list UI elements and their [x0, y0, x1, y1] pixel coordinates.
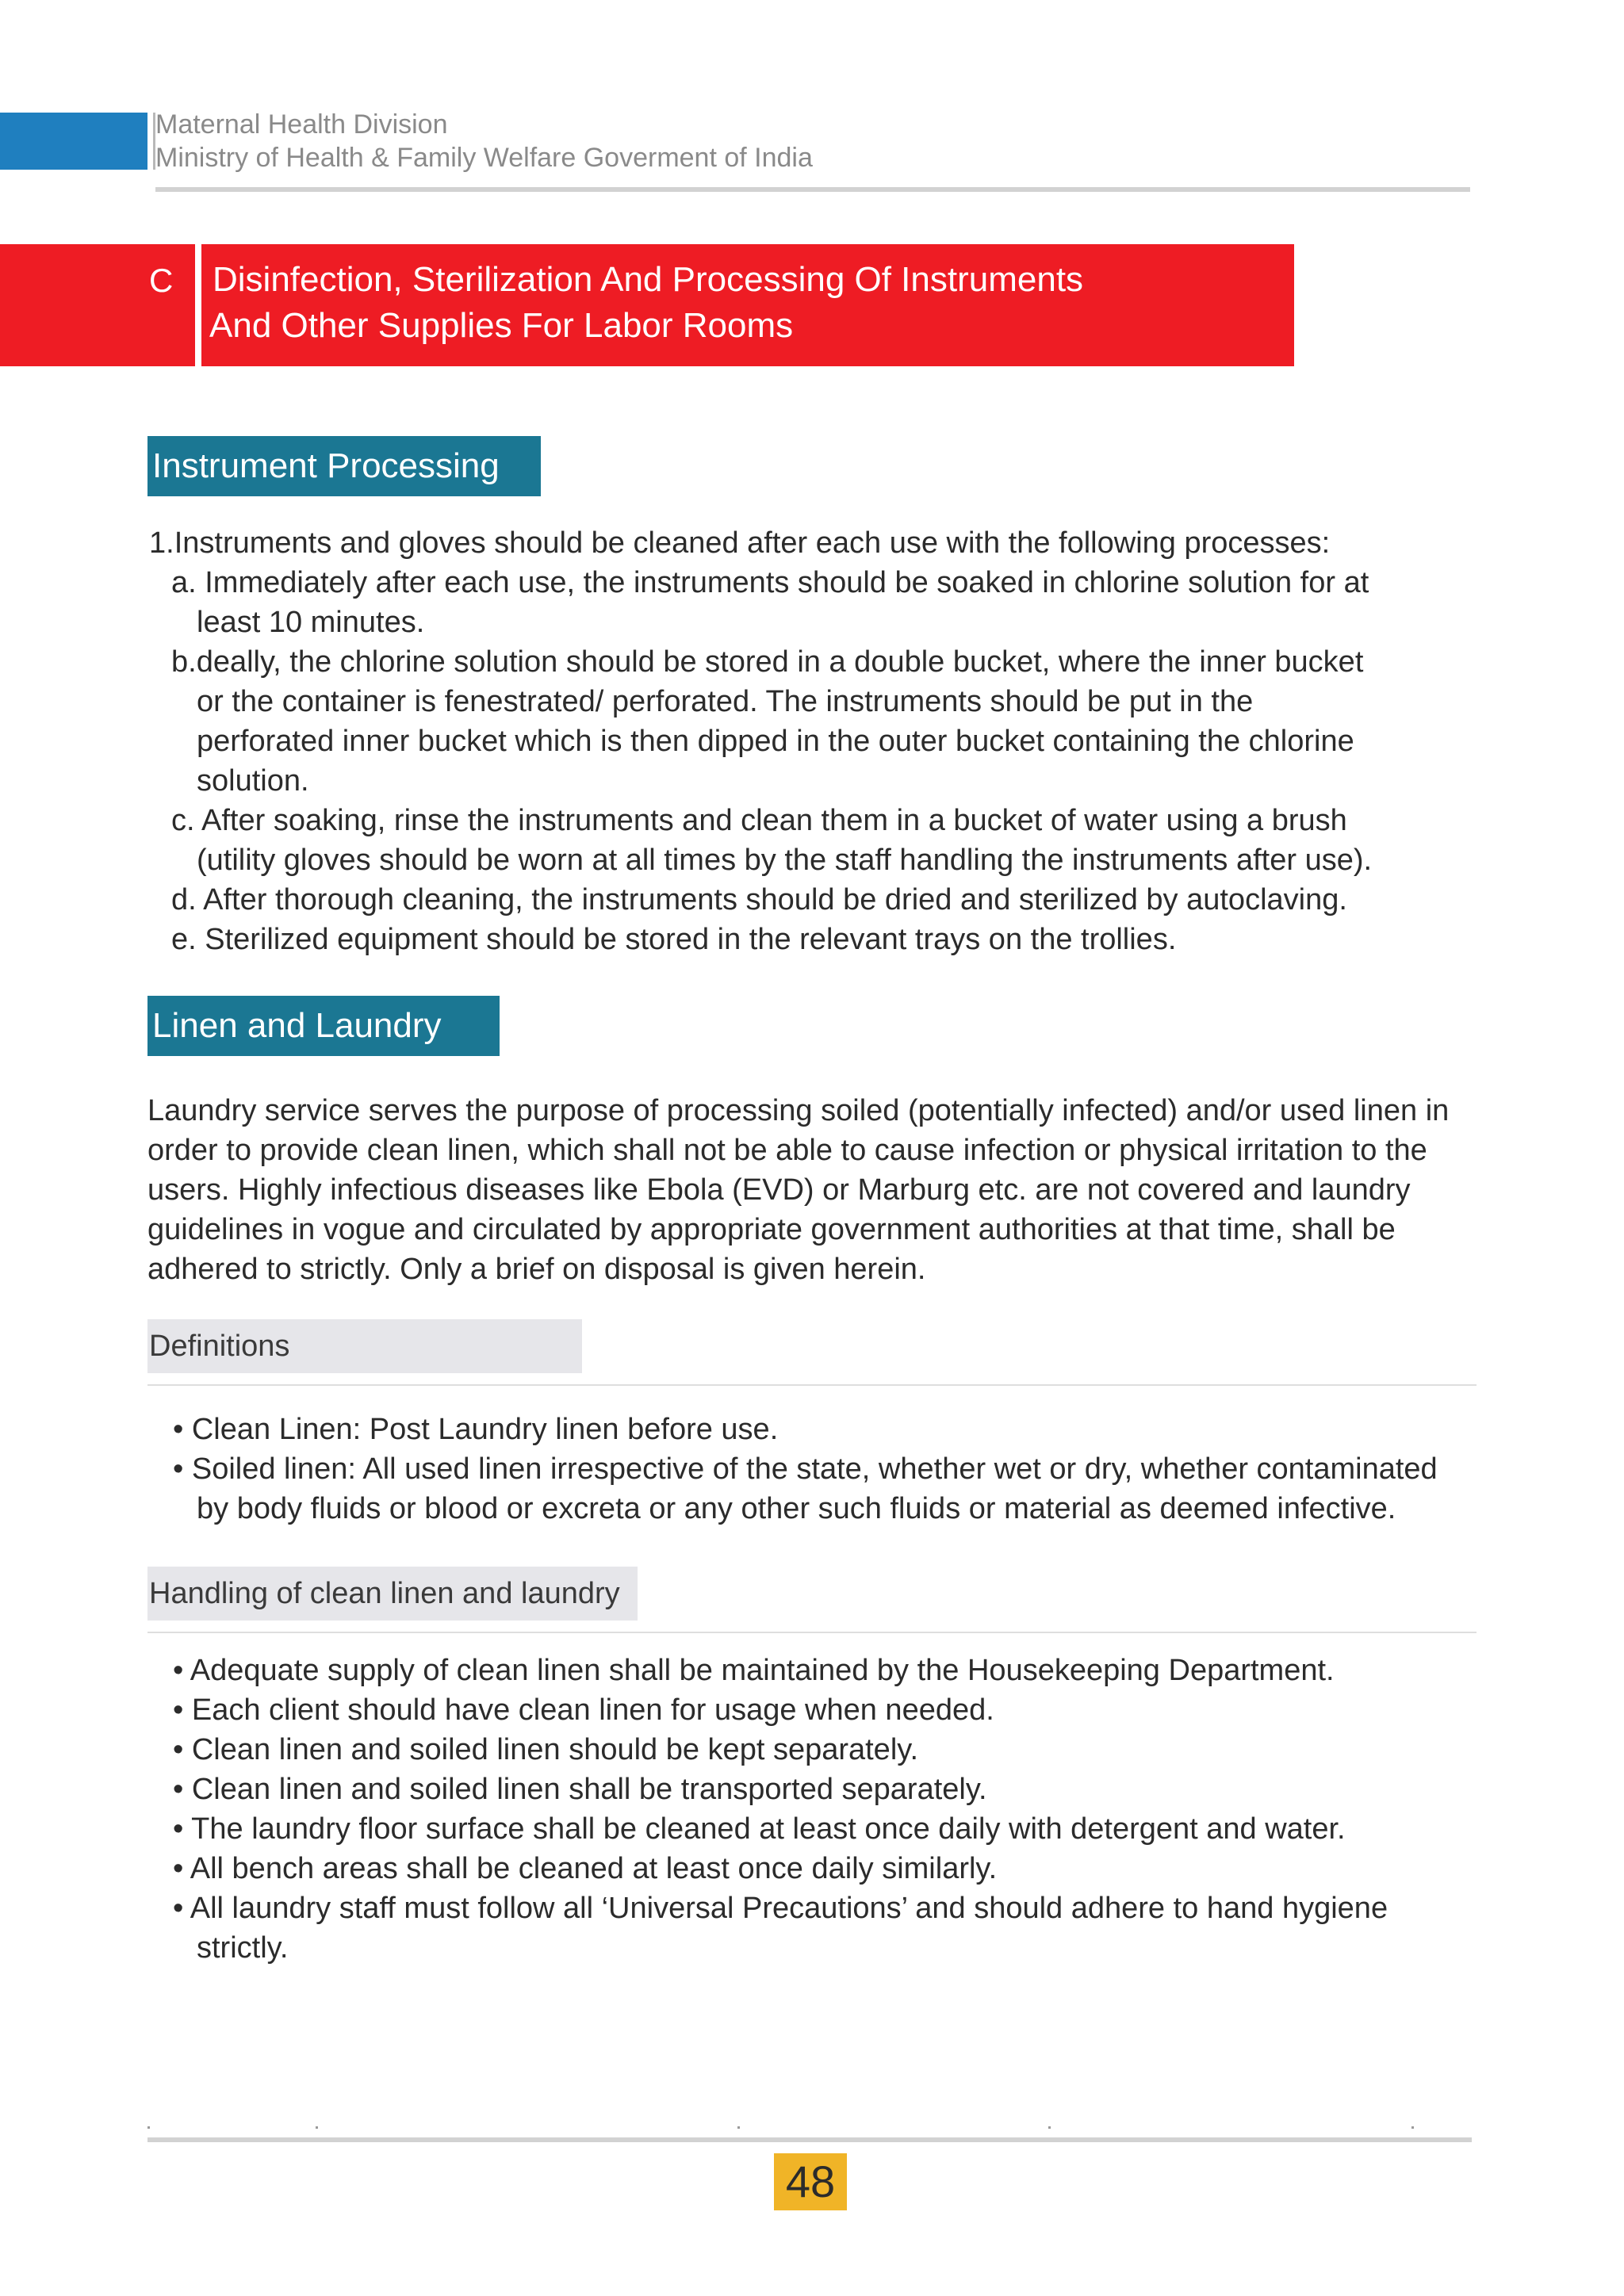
header-division: Maternal Health Division: [155, 109, 448, 140]
linen-paragraph-line: Laundry service serves the purpose of processing soiled (potentially infected) and/or used linen in: [147, 1094, 1450, 1127]
instrument-line: (utility gloves should be worn at all times by the staff handling the instruments after use).: [197, 844, 1373, 877]
header-rule: [155, 187, 1470, 192]
linen-paragraph-line: guidelines in vogue and circulated by appropriate government authorities at that time, shall be: [147, 1213, 1396, 1246]
handling-item: • Each client should have clean linen for usage when needed.: [173, 1693, 994, 1727]
footer-rule: [147, 2137, 1472, 2142]
chapter-title-line-2: And Other Supplies For Labor Rooms: [209, 306, 794, 345]
instrument-line: 1.Instruments and gloves should be cleaned after each use with the following processes:: [149, 526, 1331, 560]
instrument-line: e. Sterilized equipment should be stored in the relevant trays on the trollies.: [171, 923, 1177, 956]
instrument-line: a. Immediately after each use, the instruments should be soaked in chlorine solution for at: [171, 566, 1369, 599]
subheading-rule: [147, 1632, 1477, 1633]
subheading-rule: [147, 1384, 1477, 1386]
subheading-handling: Handling of clean linen and laundry: [147, 1567, 638, 1621]
linen-paragraph-line: order to provide clean linen, which shall not be able to cause infection or physical irritation to the: [147, 1134, 1427, 1167]
linen-paragraph-line: users. Highly infectious diseases like Ebola (EVD) or Marburg etc. are not covered and laundry: [147, 1173, 1411, 1207]
linen-paragraph-line: adhered to strictly. Only a brief on disposal is given herein.: [147, 1253, 926, 1286]
definition-item: by body fluids or blood or excreta or any other such fluids or material as deemed infective.: [197, 1492, 1396, 1525]
handling-item: • All laundry staff must follow all ‘Universal Precautions’ and should adhere to hand hygiene: [173, 1892, 1388, 1925]
instrument-line: d. After thorough cleaning, the instruments should be dried and sterilized by autoclaving.: [171, 883, 1347, 916]
instrument-line: least 10 minutes.: [197, 606, 425, 639]
handling-item: • Clean linen and soiled linen should be kept separately.: [173, 1733, 918, 1766]
page-number: 48: [774, 2153, 847, 2210]
header-color-tab: [0, 113, 147, 170]
instrument-line: or the container is fenestrated/ perforated. The instruments should be put in the: [197, 685, 1254, 718]
definition-item: • Clean Linen: Post Laundry linen before use.: [173, 1413, 779, 1446]
header-ministry: Ministry of Health & Family Welfare Goverment of India: [155, 143, 813, 173]
handling-item: • Clean linen and soiled linen shall be transported separately.: [173, 1773, 987, 1806]
handling-item: strictly.: [197, 1931, 289, 1965]
section-heading-instrument-processing: Instrument Processing: [147, 436, 541, 496]
definition-item: • Soiled linen: All used linen irrespective of the state, whether wet or dry, whether contaminated: [173, 1452, 1438, 1486]
section-heading-linen-laundry: Linen and Laundry: [147, 996, 500, 1056]
instrument-line: perforated inner bucket which is then dipped in the outer bucket containing the chlorine: [197, 725, 1354, 758]
instrument-line: b.deally, the chlorine solution should be stored in a double bucket, where the inner bucket: [171, 645, 1364, 679]
subheading-definitions: Definitions: [147, 1319, 582, 1373]
footer-dots: [147, 2126, 1470, 2131]
handling-item: • The laundry floor surface shall be cleaned at least once daily with detergent and water.: [173, 1812, 1346, 1846]
instrument-line: c. After soaking, rinse the instruments and clean them in a bucket of water using a brush: [171, 804, 1347, 837]
chapter-title-line-1: Disinfection, Sterilization And Processing Of Instruments: [213, 260, 1084, 299]
chapter-letter: C: [149, 262, 174, 299]
handling-item: • Adequate supply of clean linen shall be maintained by the Housekeeping Department.: [173, 1654, 1335, 1687]
instrument-line: solution.: [197, 764, 309, 798]
handling-item: • All bench areas shall be cleaned at least once daily similarly.: [173, 1852, 998, 1885]
